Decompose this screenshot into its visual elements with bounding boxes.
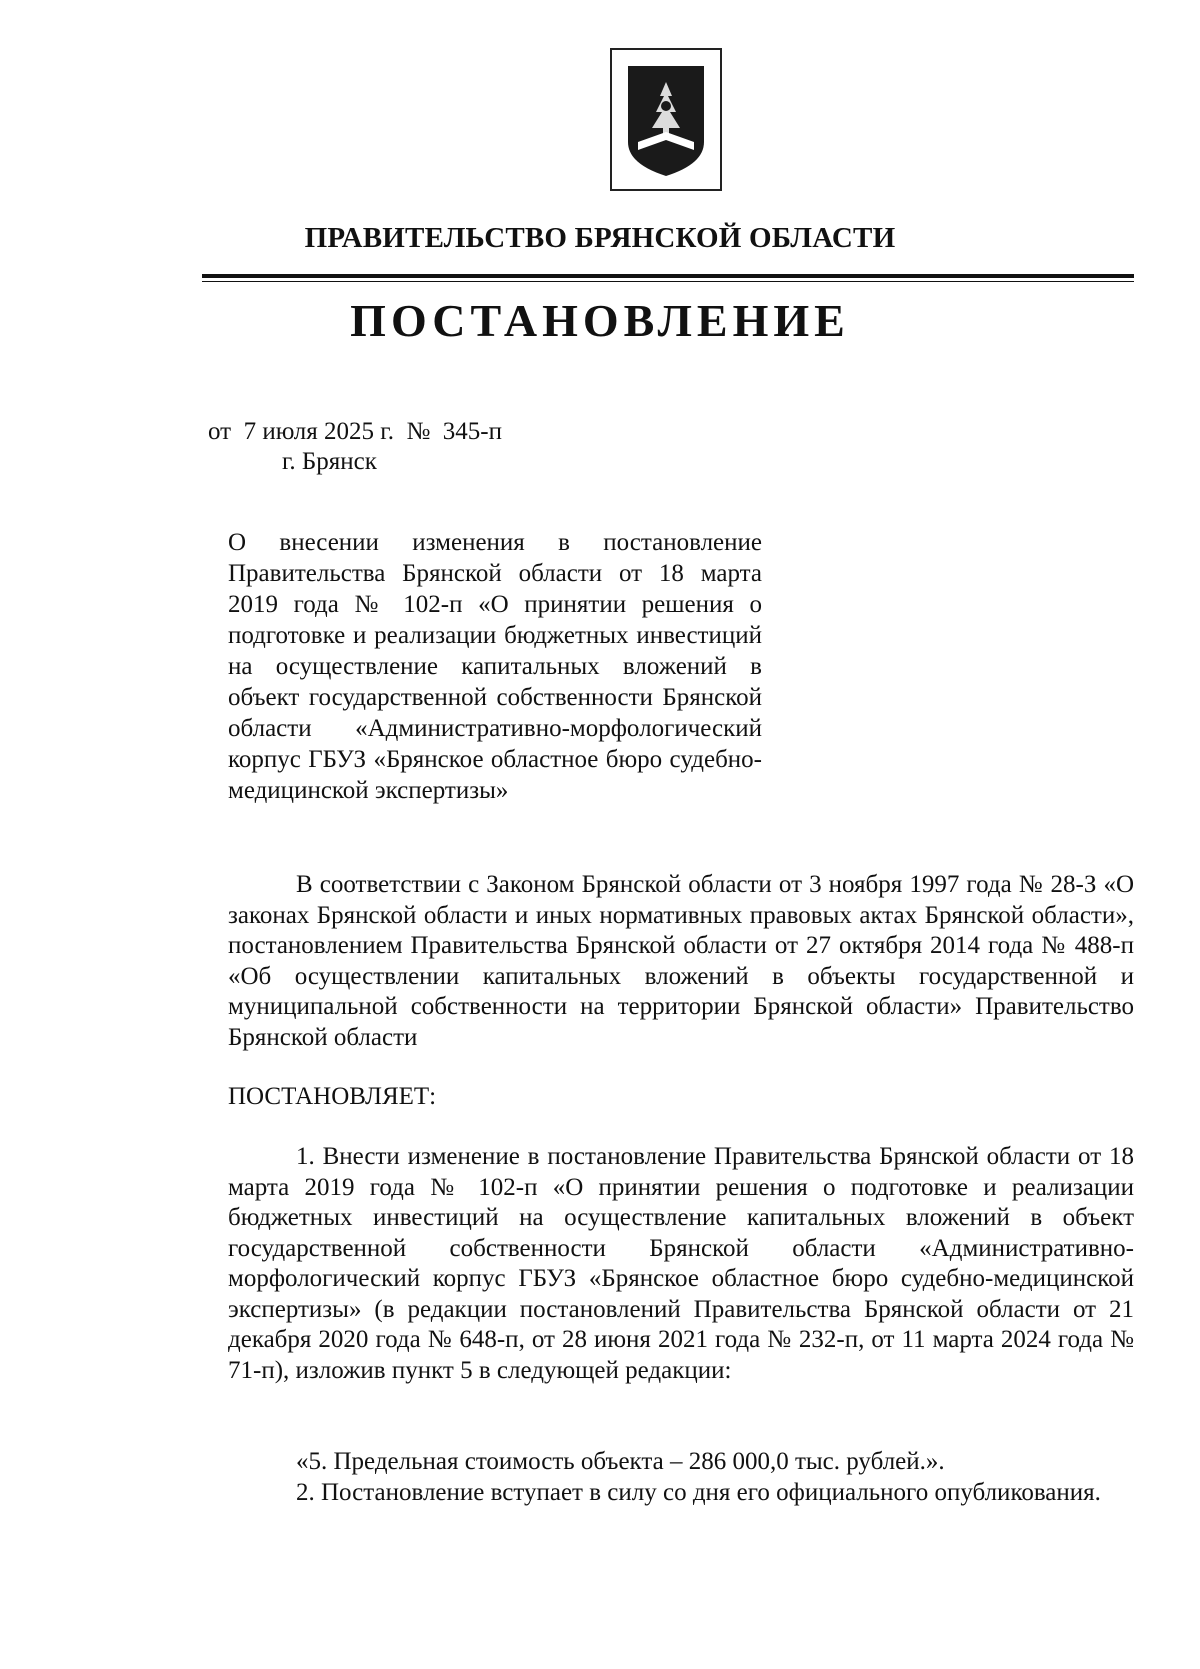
decree-word: ПОСТАНОВЛЯЕТ: [228,1083,437,1110]
coat-of-arms-emblem [610,48,722,191]
header-divider-thick [202,274,1134,278]
document-subject: О внесении изменения в постановление Правительства Брянской области от 18 марта 2019 года № 102-п «О принятии решения о подготовке и реализации бюджетных инвестиций на осуществление капитальных вложений в объект государственной собственности Брянской области «Административно-морфологический корпус ГБУЗ «Брянское областное бюро судебно-медицинской экспертизы» [228,529,762,804]
document-type-title: ПОСТАНОВЛЕНИЕ [350,295,850,346]
coat-of-arms-icon [620,60,712,180]
item-2-paragraph: 2. Постановление вступает в силу со дня его официального опубликования. [296,1479,1101,1506]
header-divider-thin [202,281,1134,282]
document-city: г. Брянск [282,448,377,475]
document-date-number: от 7 июля 2025 г. № 345-п [208,418,502,445]
organization-title: ПРАВИТЕЛЬСТВО БРЯНСКОЙ ОБЛАСТИ [304,222,896,254]
preamble-paragraph: В соответствии с Законом Брянской области от 3 ноября 1997 года № 28-З «О законах Брянской области и иных нормативных правовых актах Брянской области», постановлением Правительства Брянской области от 27 октября 2014 года № 488-п «Об осуществлении капитальных вложений в объекты государственной и муниципальной собственности на территории Брянской области» Правительство Брянской области [228,871,1134,1051]
quoted-amendment: «5. Предельная стоимость объекта – 286 000,0 тыс. рублей.». [296,1448,945,1475]
item-1-paragraph: 1. Внести изменение в постановление Правительства Брянской области от 18 марта 2019 года № 102-п «О принятии решения о подготовке и реализации бюджетных инвестиций на осуществление капитальных вложений в объект государственной собственности Брянской области «Административно-морфологический корпус ГБУЗ «Брянское областное бюро судебно-медицинской экспертизы» (в редакции постановлений Правительства Брянской области от 21 декабря 2020 года № 648-п, от 28 июня 2021 года № 232-п, от 11 марта 2024 года № 71-п), изложив пункт 5 в следующей редакции: [228,1143,1134,1384]
